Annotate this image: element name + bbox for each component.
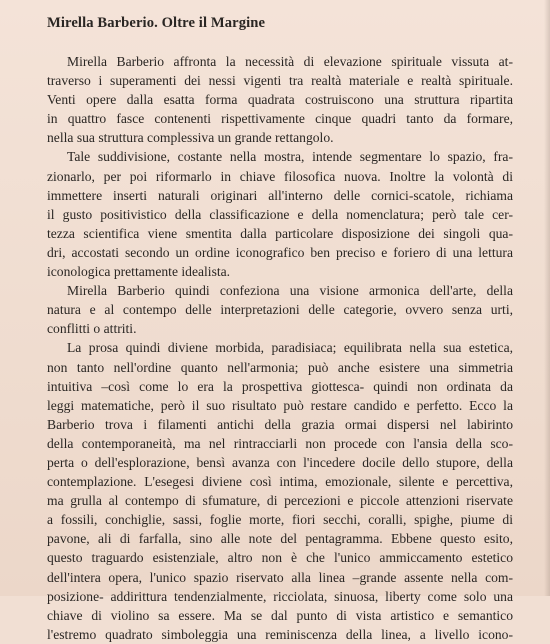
- text-line: nella sua struttura complessiva un grande rettangolo.: [47, 130, 334, 146]
- text-line: conflitti o attriti.: [47, 321, 137, 337]
- text-line: pavone, ali di farfalla, sino alle note del pentagramma. Ebbene questo esito,: [47, 531, 513, 547]
- text-line: contemplazione. L'esegesi diviene così intima, emozionale, silente e percettiva,: [47, 474, 513, 490]
- text-line: La prosa quindi diviene morbida, paradisiaca; equilibrata nella sua estetica,: [67, 340, 513, 356]
- text-line: natura e al contempo delle interpretazioni delle categorie, ovvero senza urti,: [47, 302, 513, 318]
- paragraph: [47, 338, 513, 644]
- text-line: immettere inserti naturali originari all'interno delle cornici-scatole, richiama: [47, 187, 513, 203]
- text-line: ma grulla al contempo di sfumature, di percezioni e piccole attenzioni riservate: [47, 493, 513, 509]
- paragraph: [47, 52, 513, 147]
- text-line: Tale suddivisione, costante nella mostra, intende segmentare lo spazio, fra-: [67, 149, 513, 165]
- text-line: perta o dell'esplorazione, bensì avanza con l'incedere docile dello stupore, della: [47, 454, 513, 470]
- text-line: intuitiva –così come lo era la prospettiva giottesca- quindi non ordinata da: [47, 378, 513, 394]
- document-title: Mirella Barberio. Oltre il Margine: [47, 15, 266, 31]
- text-line: chiave di violino sa essere. Ma se dal punto di vista artistico e semantico: [47, 607, 513, 623]
- text-line: zionarlo, per poi riformarlo in chiave filosofica nuova. Inoltre la volontà di: [47, 168, 513, 184]
- paragraph: [47, 147, 513, 281]
- text-line: il gusto positivistico della classificazione e della nomenclatura; però tale cer-: [47, 206, 513, 222]
- text-line: dri, accostati secondo un ordine iconografico ben preciso e foriero di una lettura: [47, 244, 513, 260]
- document-body: [47, 52, 513, 644]
- text-line: l'estremo quadrato simboleggia una reminiscenza della linea, a livello icono-: [47, 626, 513, 642]
- text-line: dell'intera opera, l'unico spazio riservato alla linea –grande assente nella com-: [47, 569, 513, 585]
- text-line: leggi matematiche, però il suo risultato può restare candido e perfetto. Ecco la: [47, 397, 513, 413]
- text-line: traverso i superamenti dei nessi vigenti tra realtà materiale e realtà spirituale.: [47, 73, 513, 89]
- text-line: posizione- addirittura tendenzialmente, ricciolata, sinuosa, liberty come solo una: [47, 588, 513, 604]
- text-line: Venti opere dalla esatta forma quadrata costruiscono una struttura ripartita: [47, 92, 513, 108]
- text-line: Barberio trova i filamenti antichi della grazia ormai dispersi nel labirinto: [47, 416, 513, 432]
- text-line: in quattro fasce contenenti rispettivamente cinque quadri tanto da formare,: [47, 111, 513, 127]
- paragraph: [47, 281, 513, 338]
- text-line: Mirella Barberio quindi confeziona una visione armonica dell'arte, della: [67, 283, 513, 299]
- text-line: questo traguardo esistenziale, altro non è che l'unico ammiccamento estetico: [47, 550, 513, 566]
- text-line: a fossili, conchiglie, sassi, foglie morte, fiori secchi, coralli, spighe, piume di: [47, 512, 513, 528]
- text-line: non tanto nell'ordine quanto nell'armonia; può anche esistere una simmetria: [47, 359, 513, 375]
- text-line: della contemporaneità, ma nel rintracciarli non procede con l'ansia della sco-: [47, 435, 513, 451]
- text-line: tezza scientifica viene smentita dalla particolare disposizione dei singoli qua-: [47, 225, 513, 241]
- text-line: Mirella Barberio affronta la necessità di elevazione spirituale vissuta at-: [67, 54, 513, 69]
- text-line: iconologica prettamente idealista.: [47, 264, 231, 280]
